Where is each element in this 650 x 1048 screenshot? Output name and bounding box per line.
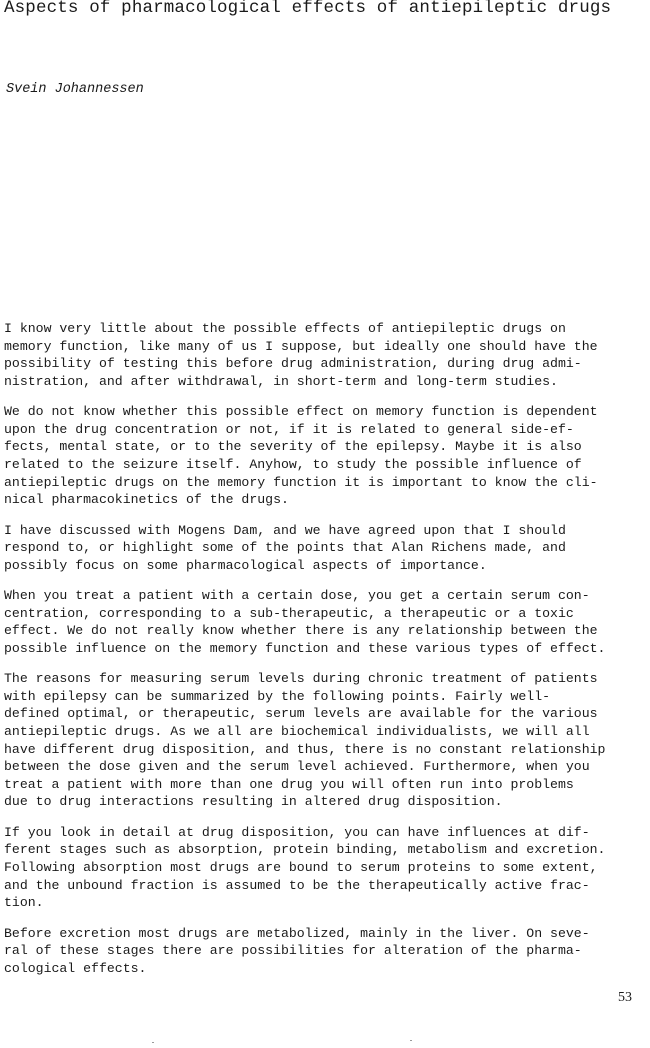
text-line: possibly focus on some pharmacological aspects of importance.	[4, 557, 487, 573]
scan-speck	[410, 1040, 412, 1041]
page-number: 53	[618, 990, 632, 1005]
text-line: I have discussed with Mogens Dam, and we have agreed upon that I should	[4, 522, 566, 538]
paragraph-6	[4, 824, 649, 912]
text-line: antiepileptic drugs. As we all are biochemical individualists, we will all	[4, 724, 590, 740]
text-line: If you look in detail at drug disposition, you can have influences at dif-	[4, 824, 590, 840]
text-line: and the unbound fraction is assumed to be the therapeutically active frac-	[4, 877, 590, 893]
text-line: possibility of testing this before drug administration, during drug admi-	[4, 356, 582, 372]
paper-title: Aspects of pharmacological effects of antiepileptic drugs	[4, 0, 612, 18]
paragraph-4	[4, 587, 649, 657]
paragraph-7	[4, 925, 649, 978]
text-line: We do not know whether this possible effect on memory function is dependent	[4, 404, 598, 420]
text-line: possible influence on the memory function and these various types of effect.	[4, 640, 606, 656]
text-line: defined optimal, or therapeutic, serum levels are available for the various	[4, 706, 598, 722]
text-line: between the dose given and the serum level achieved. Furthermore, when you	[4, 759, 590, 775]
text-line: upon the drug concentration or not, if it is related to general side-ef-	[4, 421, 574, 437]
text-line: have different drug disposition, and thus, there is no constant relationship	[4, 741, 606, 757]
scan-speck	[152, 1042, 154, 1043]
text-line: with epilepsy can be summarized by the following points. Fairly well-	[4, 688, 551, 704]
text-line: Before excretion most drugs are metabolized, mainly in the liver. On seve-	[4, 925, 590, 941]
text-line: When you treat a patient with a certain dose, you get a certain serum con-	[4, 588, 590, 604]
text-line: ferent stages such as absorption, protein binding, metabolism and excretion.	[4, 842, 606, 858]
text-line: centration, corresponding to a sub-therapeutic, a therapeutic or a toxic	[4, 605, 574, 621]
text-line: cological effects.	[4, 960, 147, 976]
text-line: memory function, like many of us I suppose, but ideally one should have the	[4, 338, 598, 354]
paragraph-3	[4, 522, 649, 575]
text-line: effect. We do not really know whether there is any relationship between the	[4, 623, 598, 639]
text-line: ral of these stages there are possibilities for alteration of the pharma-	[4, 943, 582, 959]
text-line: due to drug interactions resulting in altered drug disposition.	[4, 794, 503, 810]
text-line: treat a patient with more than one drug you will often run into problems	[4, 776, 574, 792]
text-line: respond to, or highlight some of the points that Alan Richens made, and	[4, 540, 566, 556]
text-line: nistration, and after withdrawal, in short-term and long-term studies.	[4, 373, 558, 389]
text-line: I know very little about the possible effects of antiepileptic drugs on	[4, 321, 566, 336]
author-name: Svein Johannessen	[6, 82, 144, 97]
paragraph-5	[4, 670, 649, 811]
body-text	[4, 320, 649, 990]
text-line: fects, mental state, or to the severity of the epilepsy. Maybe it is also	[4, 439, 582, 455]
text-line: tion.	[4, 895, 44, 911]
text-line: antiepileptic drugs on the memory function it is important to know the cli-	[4, 474, 598, 490]
text-line: related to the seizure itself. Anyhow, to study the possible influence of	[4, 456, 582, 472]
text-line: Following absorption most drugs are bound to serum proteins to some extent,	[4, 860, 598, 876]
text-line: The reasons for measuring serum levels during chronic treatment of patients	[4, 671, 598, 687]
paragraph-1	[4, 320, 649, 390]
text-line: nical pharmacokinetics of the drugs.	[4, 492, 289, 508]
paragraph-2	[4, 403, 649, 509]
